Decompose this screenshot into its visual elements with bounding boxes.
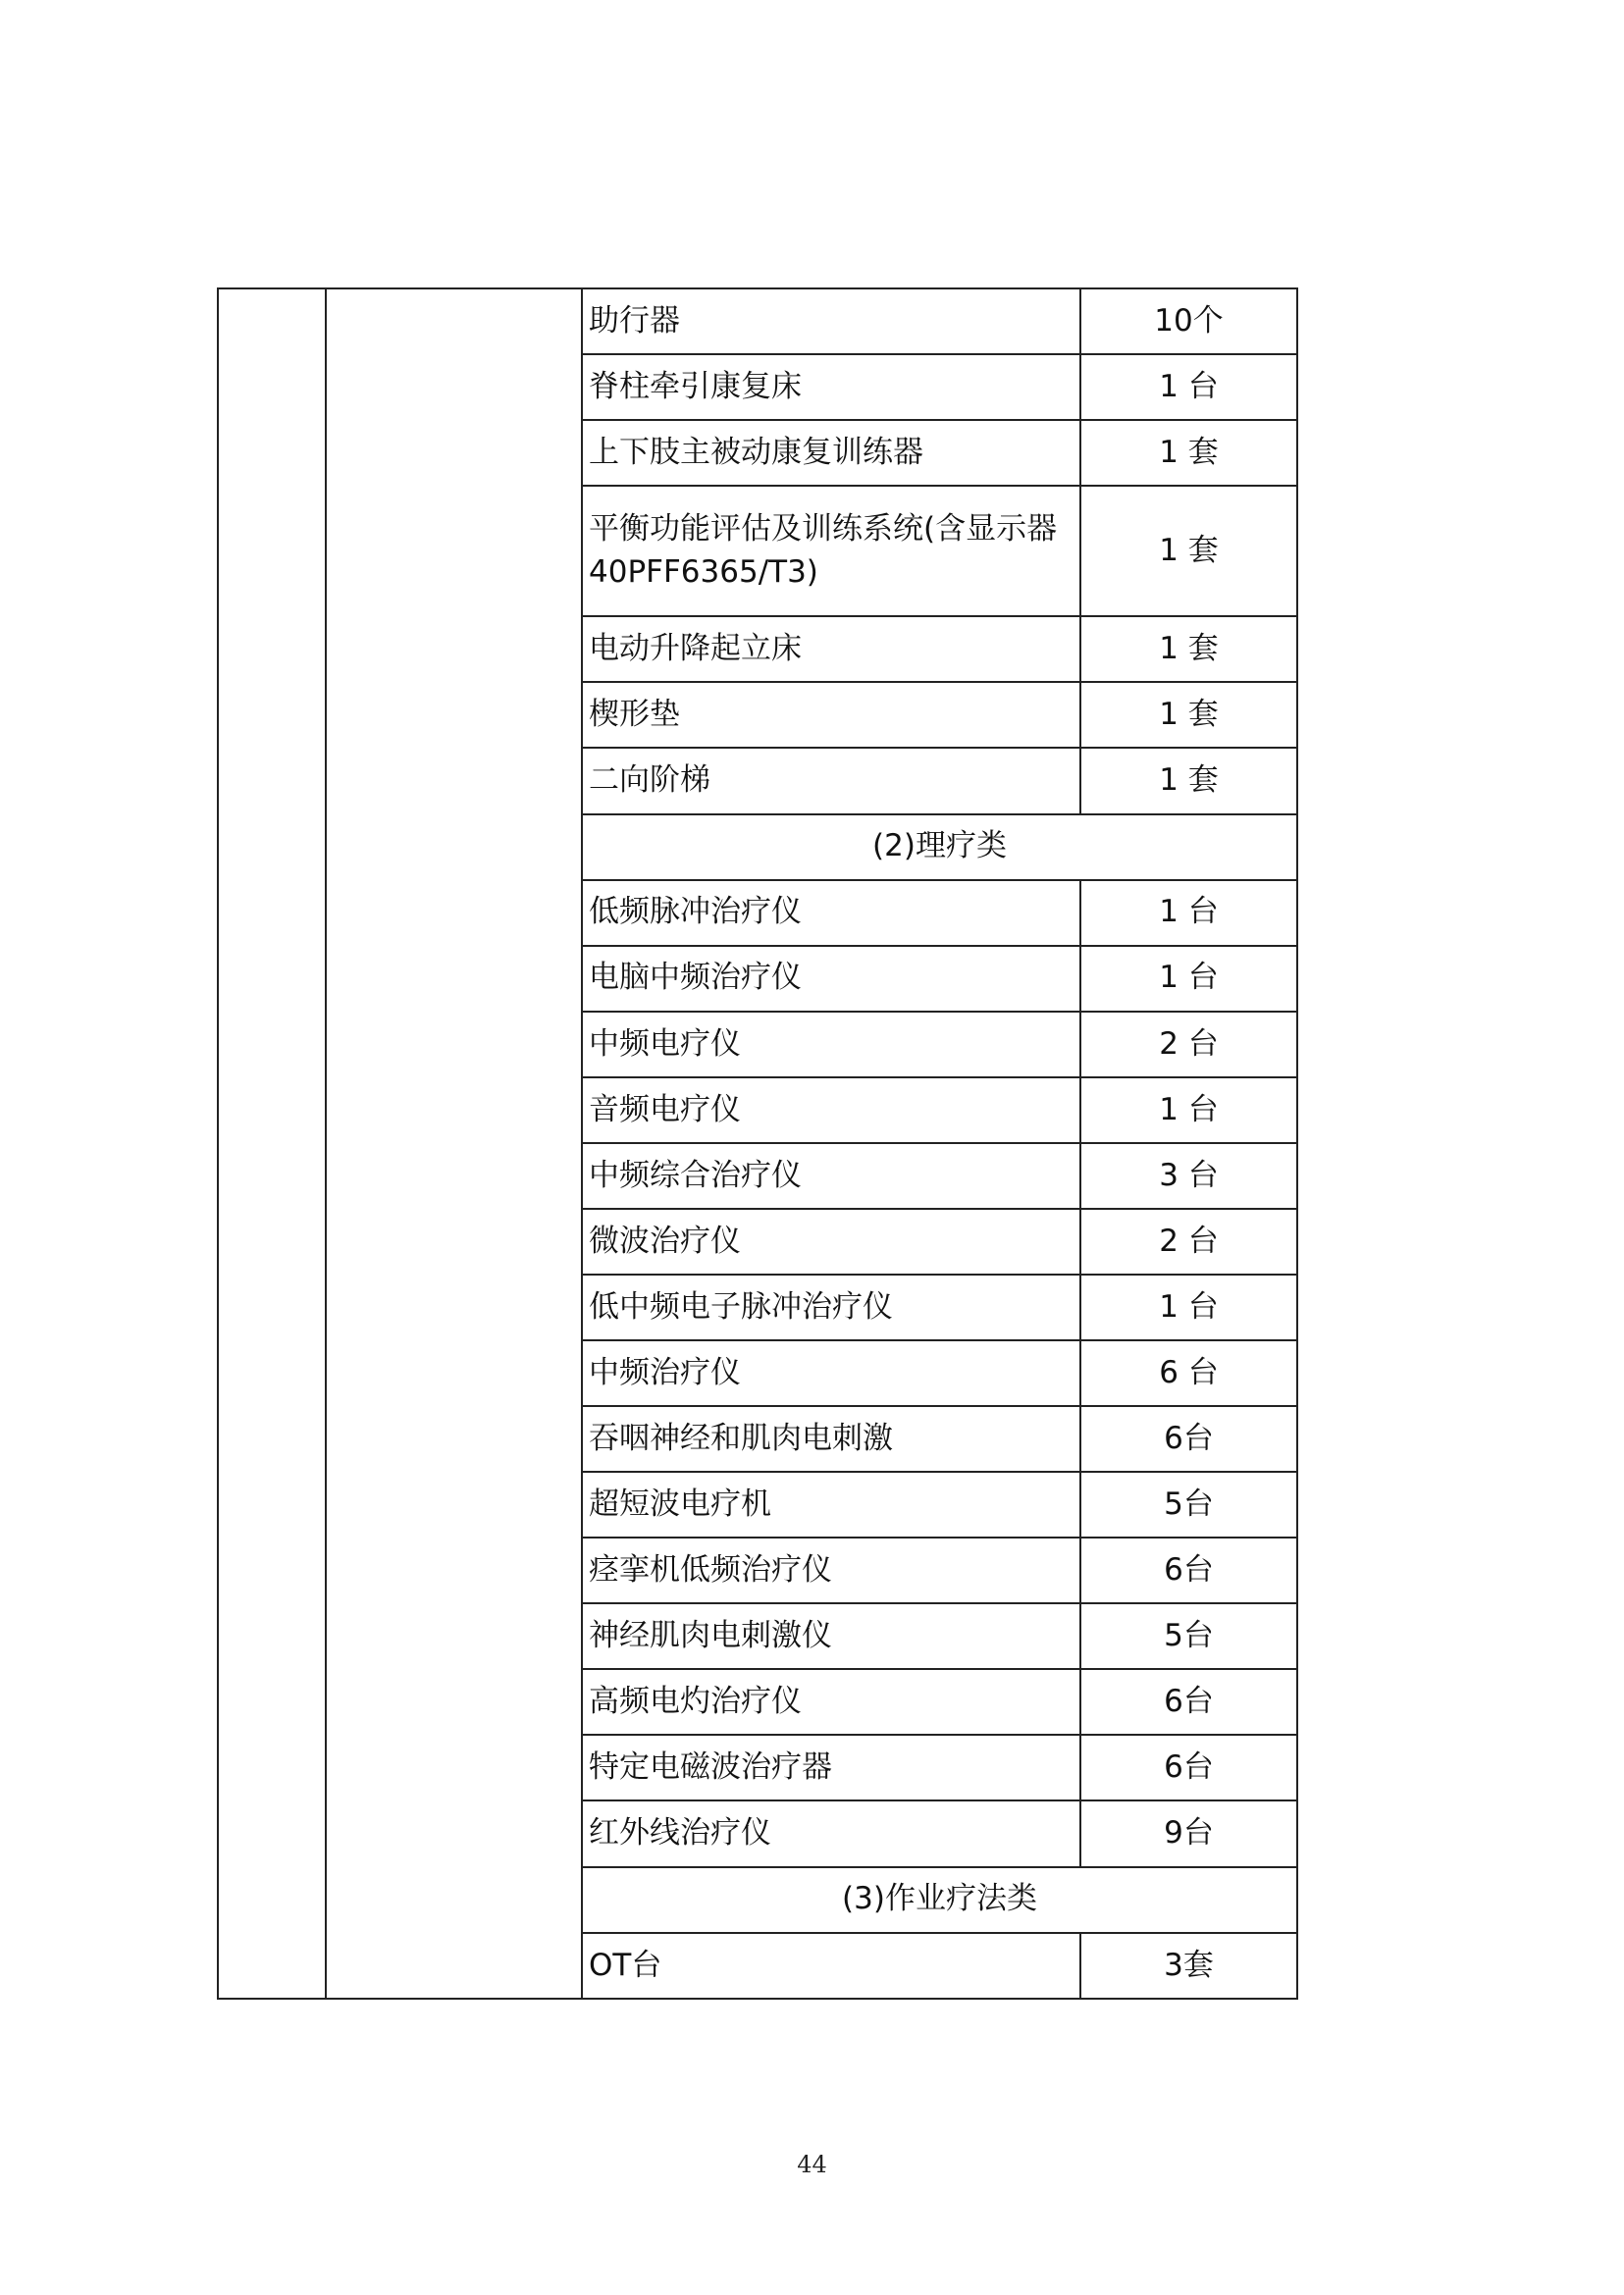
equipment-quantity: 1 台: [1080, 946, 1297, 1012]
page-number: 44: [797, 2151, 827, 2178]
blank-column-1-cell: [218, 288, 326, 1999]
equipment-quantity: 1 台: [1080, 354, 1297, 420]
equipment-quantity: 5台: [1080, 1603, 1297, 1669]
equipment-name: 低中频电子脉冲治疗仪: [582, 1275, 1080, 1340]
table-row: [218, 288, 1297, 354]
equipment-quantity: 6台: [1080, 1735, 1297, 1800]
equipment-table-body: [218, 288, 1297, 1999]
equipment-name: 音频电疗仪: [582, 1077, 1080, 1143]
equipment-name: OT台: [582, 1933, 1080, 1999]
equipment-quantity: 1 套: [1080, 682, 1297, 748]
equipment-quantity: 1 套: [1080, 748, 1297, 813]
equipment-name: 电动升降起立床: [582, 616, 1080, 682]
equipment-quantity: 2 台: [1080, 1012, 1297, 1077]
equipment-name: 吞咽神经和肌肉电刺激: [582, 1406, 1080, 1472]
section-title: (2)理疗类: [582, 814, 1297, 880]
equipment-name: 微波治疗仪: [582, 1209, 1080, 1275]
equipment-quantity: 6 台: [1080, 1340, 1297, 1406]
equipment-quantity: 1 台: [1080, 1275, 1297, 1340]
equipment-name: 超短波电疗机: [582, 1472, 1080, 1538]
blank-column-2-cell: [326, 288, 582, 1999]
equipment-name: 中频综合治疗仪: [582, 1143, 1080, 1209]
equipment-quantity: 3套: [1080, 1933, 1297, 1999]
equipment-table: [217, 287, 1298, 2000]
equipment-name: 红外线治疗仪: [582, 1800, 1080, 1866]
equipment-name: 二向阶梯: [582, 748, 1080, 813]
equipment-quantity: 2 台: [1080, 1209, 1297, 1275]
equipment-name: 上下肢主被动康复训练器: [582, 420, 1080, 486]
equipment-name: 楔形垫: [582, 682, 1080, 748]
equipment-quantity: 1 台: [1080, 880, 1297, 946]
equipment-name: 低频脉冲治疗仪: [582, 880, 1080, 946]
equipment-quantity: 1 套: [1080, 616, 1297, 682]
equipment-quantity: 1 套: [1080, 420, 1297, 486]
equipment-name: 平衡功能评估及训练系统(含显示器40PFF6365/T3): [582, 486, 1080, 616]
equipment-quantity: 6台: [1080, 1669, 1297, 1735]
equipment-name: 助行器: [582, 288, 1080, 354]
equipment-name: 特定电磁波治疗器: [582, 1735, 1080, 1800]
equipment-name: 高频电灼治疗仪: [582, 1669, 1080, 1735]
equipment-name: 电脑中频治疗仪: [582, 946, 1080, 1012]
equipment-quantity: 6台: [1080, 1538, 1297, 1603]
equipment-quantity: 10个: [1080, 288, 1297, 354]
equipment-name: 脊柱牵引康复床: [582, 354, 1080, 420]
section-title: (3)作业疗法类: [582, 1867, 1297, 1933]
equipment-quantity: 1 套: [1080, 486, 1297, 616]
equipment-name: 痉挛机低频治疗仪: [582, 1538, 1080, 1603]
equipment-quantity: 9台: [1080, 1800, 1297, 1866]
equipment-name: 中频治疗仪: [582, 1340, 1080, 1406]
equipment-quantity: 3 台: [1080, 1143, 1297, 1209]
equipment-name: 中频电疗仪: [582, 1012, 1080, 1077]
equipment-name: 神经肌肉电刺激仪: [582, 1603, 1080, 1669]
equipment-quantity: 6台: [1080, 1406, 1297, 1472]
equipment-quantity: 1 台: [1080, 1077, 1297, 1143]
equipment-quantity: 5台: [1080, 1472, 1297, 1538]
